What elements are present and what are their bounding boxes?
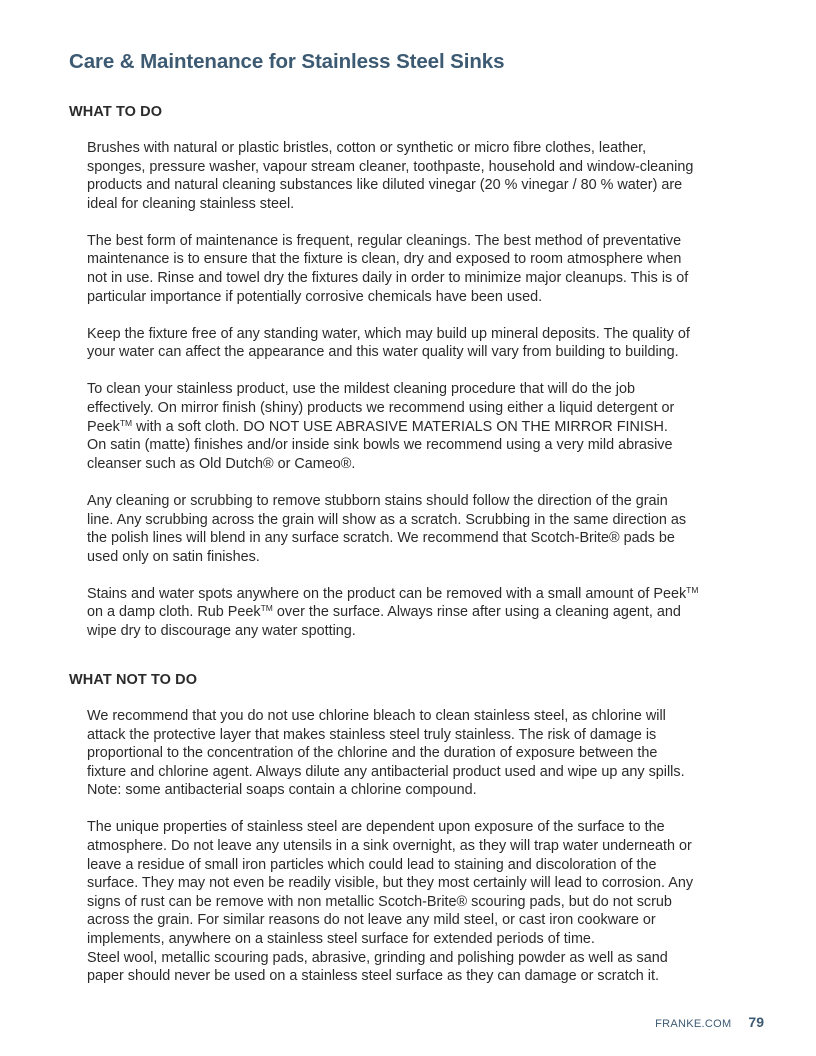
text-line: Brushes with natural or plastic bristles, cotton or synthetic or micro fibre clothes, leather, (87, 140, 647, 156)
text-line: used only on satin finishes. (87, 548, 260, 565)
text-line: The unique properties of stainless steel are dependent upon exposure of the surface to the (87, 819, 665, 836)
paragraph-mildest-cleaning (87, 380, 767, 473)
text-line: atmosphere. Do not leave any utensils in a sink overnight, as they will trap water underneath or (87, 838, 692, 855)
trademark-mark: TM (686, 584, 699, 595)
text-line (87, 418, 767, 437)
text-line: signs of rust can be remove with non metallic Scotch-Brite® scouring pads, but do not scrub (87, 893, 672, 910)
trademark-mark: TM (260, 603, 273, 614)
text-line: Any cleaning or scrubbing to remove stubborn stains should follow the direction of the grain (87, 492, 668, 509)
text-line: paper should never be used on a stainless steel surface as they can damage or scratch it. (87, 968, 659, 985)
text-segment: with a soft cloth. DO NOT USE ABRASIVE MATERIALS ON THE MIRROR FINISH. (132, 418, 668, 435)
text-line: We recommend that you do not use chlorine bleach to clean stainless steel, as chlorine will (87, 708, 666, 724)
text-line: effectively. On mirror finish (shiny) products we recommend using either a liquid detergent or (87, 400, 675, 417)
section-heading-what-not-to-do: WHAT NOT TO DO (69, 672, 198, 688)
paragraph-cleaning-tools (87, 139, 767, 213)
text-line: surface. They may not even be readily visible, but they most certainly will lead to corrosion. Any (87, 875, 694, 892)
paragraph-maintenance (87, 232, 767, 306)
text-segment: Peek (87, 418, 120, 435)
text-line: line. Any scrubbing across the grain will show as a scratch. Scrubbing in the same direction as (87, 511, 687, 528)
section-body-what-to-do (87, 139, 767, 659)
paragraph-surface-exposure (87, 818, 767, 985)
section-body-what-not-to-do (87, 707, 767, 1004)
text-line: cleanser such as Old Dutch® or Cameo®. (87, 455, 356, 472)
text-line: To clean your stainless product, use the mildest cleaning procedure that will do the job (87, 381, 635, 398)
text-line: maintenance is to ensure that the fixture is clean, dry and exposed to room atmosphere when (87, 251, 682, 268)
text-line: implements, anywhere on a stainless steel surface for extended periods of time. (87, 931, 595, 948)
page-footer (655, 1014, 764, 1030)
text-segment: Stains and water spots anywhere on the product can be removed with a small amount of Peek (87, 585, 687, 602)
trademark-mark: TM (119, 417, 133, 428)
text-line (87, 603, 767, 622)
text-line: products and natural cleaning substances like diluted vinegar (20 % vinegar / 80 % water) are (87, 177, 683, 194)
text-line: attack the protective layer that makes stainless steel truly stainless. The risk of damage is (87, 726, 657, 743)
text-line: On satin (matte) finishes and/or inside sink bowls we recommend using a very mild abrasive (87, 437, 673, 454)
text-line: across the grain. For similar reasons do not leave any mild steel, or cast iron cookware or (87, 912, 656, 929)
text-line: particular importance if potentially corrosive chemicals have been used. (87, 288, 543, 305)
text-line (87, 585, 767, 604)
paragraph-chlorine-bleach (87, 707, 767, 800)
text-line: leave a residue of small iron particles which could lead to staining and discoloration of the (87, 856, 657, 873)
paragraph-stains-water-spots (87, 585, 767, 641)
text-line: proportional to the concentration of the chlorine and the duration of exposure between the (87, 745, 658, 762)
text-segment: on a damp cloth. Rub Peek (87, 604, 261, 621)
text-line: not in use. Rinse and towel dry the fixtures daily in order to minimize major cleanups. This is of (87, 270, 689, 287)
text-line: Note: some antibacterial soaps contain a chlorine compound. (87, 782, 477, 799)
text-line: Steel wool, metallic scouring pads, abrasive, grinding and polishing powder as well as sand (87, 949, 668, 966)
page-title: Care & Maintenance for Stainless Steel Sinks (69, 50, 505, 73)
text-line: your water can affect the appearance and this water quality will vary from building to building. (87, 344, 679, 361)
text-line: The best form of maintenance is frequent, regular cleanings. The best method of preventative (87, 232, 682, 249)
text-line: fixture and chlorine agent. Always dilute any antibacterial product used and wipe up any spills. (87, 763, 685, 780)
footer-website: FRANKE.COM (655, 1018, 732, 1030)
text-line: sponges, pressure washer, vapour stream cleaner, toothpaste, household and window-cleaning (87, 158, 694, 175)
text-line: ideal for cleaning stainless steel. (87, 195, 295, 212)
text-line: wipe dry to discourage any water spotting. (87, 622, 356, 639)
text-segment: over the surface. Always rinse after using a cleaning agent, and (272, 604, 681, 621)
page-number: 79 (748, 1014, 764, 1030)
text-line: the polish lines will blend in any surface scratch. We recommend that Scotch-Brite® pads be (87, 530, 675, 547)
text-line: Keep the fixture free of any standing water, which may build up mineral deposits. The quality of (87, 325, 690, 342)
paragraph-scrubbing-grain (87, 492, 767, 566)
section-heading-what-to-do: WHAT TO DO (69, 104, 163, 120)
paragraph-standing-water (87, 325, 767, 362)
